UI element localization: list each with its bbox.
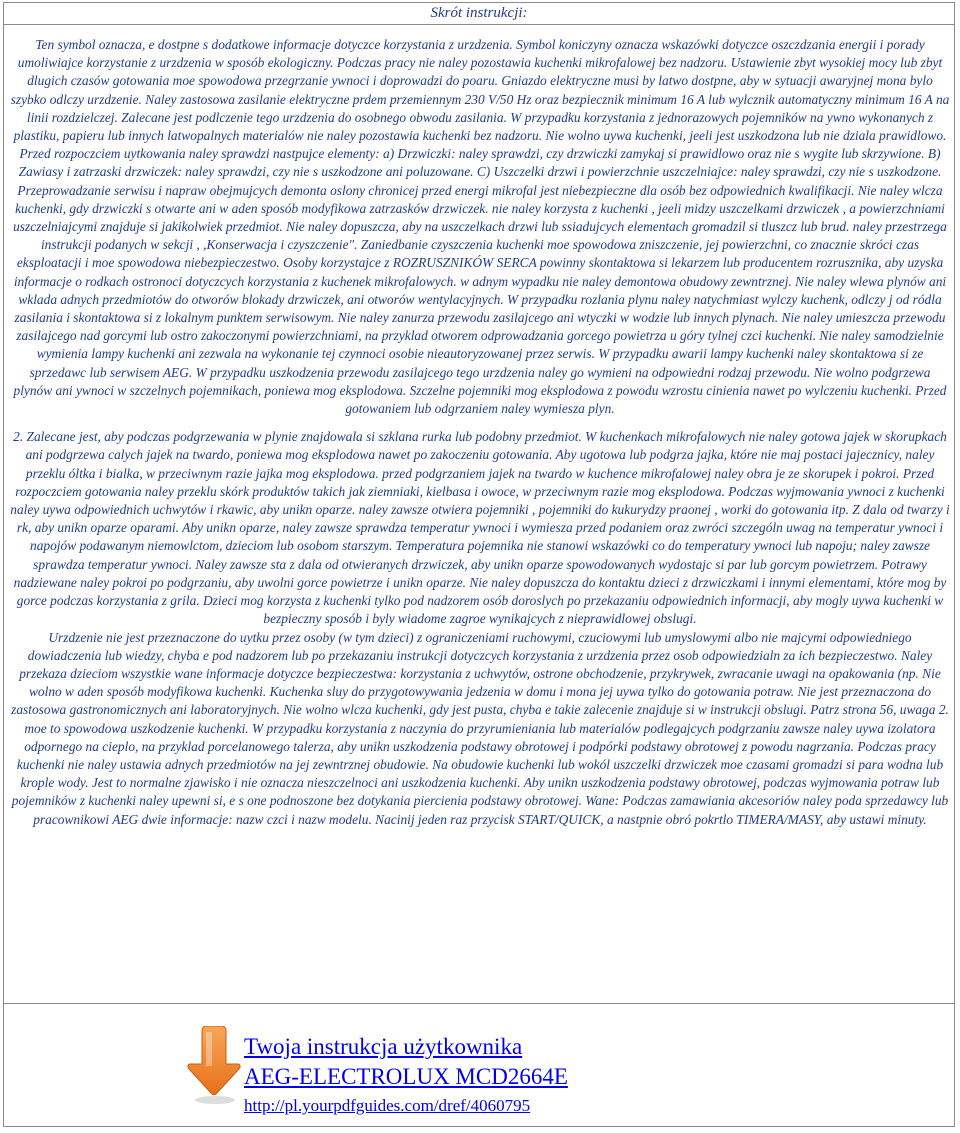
paragraph-safety: Ten symbol oznacza, e dostpne s dodatkowe informacje dotyczce korzystania z urzdzenia. Symbol koniczyny oznacza wskazówki dotyczce oszczdzania energii i porady umoliwiajce korzystanie z urzdzenia w sposób ekologiczny. Podczas pracy nie naley pozostawia kuchenki mikrofalowej bez nadzoru. Ustawienie zbyt wysokiej mocy lub zbyt dlugich czasów gotowania moe spowodowa przegrzanie ywnoci i doprowadzi do poaru. Gniazdo elektryczne musi by latwo dostpne, aby w sytuacji awaryjnej mona bylo szybko odlczy urzdzenie. Naley zastosowa zasilanie elektryczne prdem przemiennym 230 V/50 Hz oraz bezpiecznik minimum 16 A lub wylcznik automatyczny minimum 16 A na linii rozdzielczej. Zalecane jest podlczenie tego urzdzenia do osobnego obwodu zasilania. W przypadku korzystania z jednorazowych pojemników na ywno wykonanych z plastiku, papieru lub innych latwopalnych materialów nie naley pozostawia kuchenki bez nadzoru. Nie wolno uywa kuchenki, jeeli jest uszkodzona lub nie dziala prawidlowo. Przed rozpoczciem uytkowania naley sprawdzi nastpujce elementy: a) Drzwiczki: naley sprawdzi, czy drzwiczki zamykaj si prawidlowo oraz nie s wygite lub skrzywione. B) Zawiasy i zatrzaski drzwiczek: naley sprawdzi, czy nie s uszkodzone ani poluzowane. C) Uszczelki drzwi i powierzchnie uszczelniajce: naley sprawdzi, czy nie s uszkodzone. Przeprowadzanie serwisu i napraw obejmujcych demonta oslony chronicej przed energi mikrofal jest niebezpieczne dla osób bez odpowiednich kwalifikacji. Nie naley wlcza kuchenki, gdy drzwiczki s otwarte ani w aden sposób modyfikowa zatrzasków drzwiczek. nie naley korzysta z kuchenki , jeeli midzy uszczelkami drzwiczek , a powierzchniami uszczelniajcymi znajduje si jakikolwiek przedmiot. Nie naley dopuszcza, aby na uszczelkach drzwi lub ssiadujcych elementach gromadzil si tluszcz lub brud. naley przestrzega instrukcji podanych w sekcji , ,Konserwacja i czyszczenie". Zaniedbanie czyszczenia kuchenki moe spowodowa zniszczenie, jej powierzchni, co znacznie skróci czas eksploatacji i moe spowodowa niebezpieczestwo. Osoby korzystajce z ROZRUSZNIKÓW SERCA powinny skontaktowa si lekarzem lub producentem rozrusznika, aby uzyska informacje o rodkach ostronoci dotyczcych korzystania z kuchenek mikrofalowych. w adnym wypadku nie naley demontowa obudowy zewntrznej. Nie naley wlewa plynów ani wklada adnych przedmiotów do otworów blokady drzwiczek, ani otworów wentylacyjnych. W przypadku rozlania plynu naley natychmiast wylczy kuchenk, odlczy j od ródla zasilania i skontaktowa si z lokalnym punktem serwisowym. Nie naley zanurza przewodu zasilajcego ani wtyczki w wodzie lub innych plynach. Nie naley umieszcza przewodu zasilajcego nad gorcymi lub ostro zakoczonymi powierzchniami, na przyklad otworem odprowadzania gorcego powietrza u góry tylnej czci kuchenki. Nie naley samodzielnie wymienia lampy kuchenki ani zezwala na wykonanie tej czynnoci osobie nieautoryzowanej przez serwis. W przypadku awarii lampy kuchenki naley skontaktowa si ze sprzedawc lub serwisem AEG. W przypadku uszkodzenia przewodu zasilajcego tego urzdzenia naley go wymieni na odpowiedni rodzaj przewodu. Nie wolno podgrzewa plynów ani ywnoci w szczelnych pojemnikach, poniewa mog eksplodowa. Szczelne pojemniki mog eksplodowa z powodu wzrostu cinienia nawet po wylczeniu kuchenki. Przed gotowaniem lub odgrzaniem naley wymiesza plyn. bbox=[10, 37, 950, 417]
page-title: Skrót instrukcji: bbox=[4, 2, 954, 25]
instruction-body bbox=[10, 36, 950, 829]
manual-url-link[interactable]: http://pl.yourpdfguides.com/dref/4060795 bbox=[244, 1096, 531, 1115]
footer-links bbox=[244, 1032, 568, 1118]
orange-arrow-download-icon bbox=[182, 1026, 242, 1106]
manual-title-link[interactable]: Twoja instrukcja użytkownika bbox=[244, 1034, 523, 1059]
paragraph-heating: 2. Zalecane jest, aby podczas podgrzewania w plynie znajdowala si szklana rurka lub podobny przedmiot. W kuchenkach mikrofalowych nie naley gotowa jajek w skorupkach ani podgrzewa calych jajek na twardo, poniewa mog eksplodowa nawet po zakoczeniu gotowania. Aby ugotowa lub podgrza jajka, które nie maj postaci jajecznicy, naley przeklu óltka i bialka, w przeciwnym razie jajka mog eksplodowa. przed podgrzaniem jajek na twardo w kuchence mikrofalowej naley obra je ze skorupek i pokroi. Przed rozpoczciem gotowania naley przeklu skórk produktów takich jak ziemniaki, kielbasa i owoce, w przeciwnym razie mog eksplodowa. Podczas wyjmowania ywnoci z kuchenki naley uywa odpowiednich uchwytów i rkawic, aby unikn oparze. naley zawsze otwiera pojemniki , pojemniki do kukurydzy praonej , worki do gotowania itp. Z dala od twarzy i rk, aby unikn oparze oparami. Aby unikn oparze, naley zawsze sprawdza temperatur ywnoci i wymiesza przed podaniem oraz zwróci szczególn uwag na temperatur ywnoci i napojów podawanym niemowlctom, dzieciom lub osobom starszym. Temperatura pojemnika nie stanowi wskazówki co do temperatury ywnoci lub napoju; naley zawsze sprawdza temperatur ywnoci. Naley zawsze sta z dala od otwieranych drzwiczek, aby unikn oparze spowodowanych wydostajc si par lub gorcym powietrzem. Potrawy nadziewane naley pokroi po podgrzaniu, aby uwolni gorce powietrze i unikn oparze. Nie naley dopuszcza do kontaktu dzieci z drzwiczkami i innymi elementami, które mog by gorce podczas korzystania z grila. Dzieci mog korzysta z kuchenki tylko pod nadzorem osób doroslych po przekazaniu odpowiednich informacji, aby mogly uywa kuchenki w bezpieczny sposób i byly wiadome zagroe wynikajcych z nieprawidlowej obslugi. bbox=[10, 429, 950, 627]
paragraph-usage: Urzdzenie nie jest przeznaczone do uytku przez osoby (w tym dzieci) z ograniczeniami ruchowymi, czuciowymi lub umyslowymi albo nie majcymi odpowiedniego dowiadczenia lub wiedzy, chyba e pod nadzorem lub po przekazaniu instrukcji dotyczcych korzystania z urzdzenia przez osob odpowiedzialn za ich bezpieczestwo. Naley przekaza dzieciom wszystkie wane informacje dotyczce bezpieczestwa: korzystania z uchwytów, ostrone obchodzenie, przykrywek, zwracanie uwagi na opakowania (np. Nie wolno w aden sposób modyfikowa kuchenki. Kuchenka sluy do przygotowywania jedzenia w domu i mona jej uywa tylko do gotowania potraw. Nie jest przeznaczona do zastosowa gastronomicznych ani laboratoryjnych. Nie wolno wlcza kuchenki, gdy jest pusta, chyba e takie zalecenie znajduje si w instrukcji obslugi. Patrz strona 56, uwaga 2. moe to spowodowa uszkodzenie kuchenki. W przypadku korzystania z naczynia do przyrumieniania lub materialów podlegajcych podgrzaniu zawsze naley uywa izolatora odpornego na cieplo, na przyklad porcelanowego talerza, aby unikn uszkodzenia podstawy obrotowej i podpórki podstawy obrotowej z powodu nagrzania. Podczas pracy kuchenki nie naley ustawia adnych przedmiotów na jej zewntrznej obudowie. Na obudowie kuchenki lub wokól uszczelki drzwiczek moe czasami gromadzi si para wodna lub krople wody. Jest to normalne zjawisko i nie oznacza nieszczelnoci ani uszkodzenia kuchenki. Aby unikn uszkodzenia podstawy obrotowej, podczas wyjmowania potraw lub pojemników z kuchenki naley upewni si, e s one podnoszone bez dotykania piercienia podstawy obrotowej. Wane: Podczas zamawiania akcesoriów naley poda sprzedawcy lub pracownikowi AEG dwie informacje: nazw czci i nazw modelu. Nacinij jeden raz przycisk START/QUICK, a nastpnie obró pokrtlo TIMERA/MASY, aby ustawi minuty. bbox=[11, 629, 949, 827]
model-link[interactable]: AEG-ELECTROLUX MCD2664E bbox=[244, 1064, 568, 1089]
footer bbox=[4, 1004, 954, 1125]
